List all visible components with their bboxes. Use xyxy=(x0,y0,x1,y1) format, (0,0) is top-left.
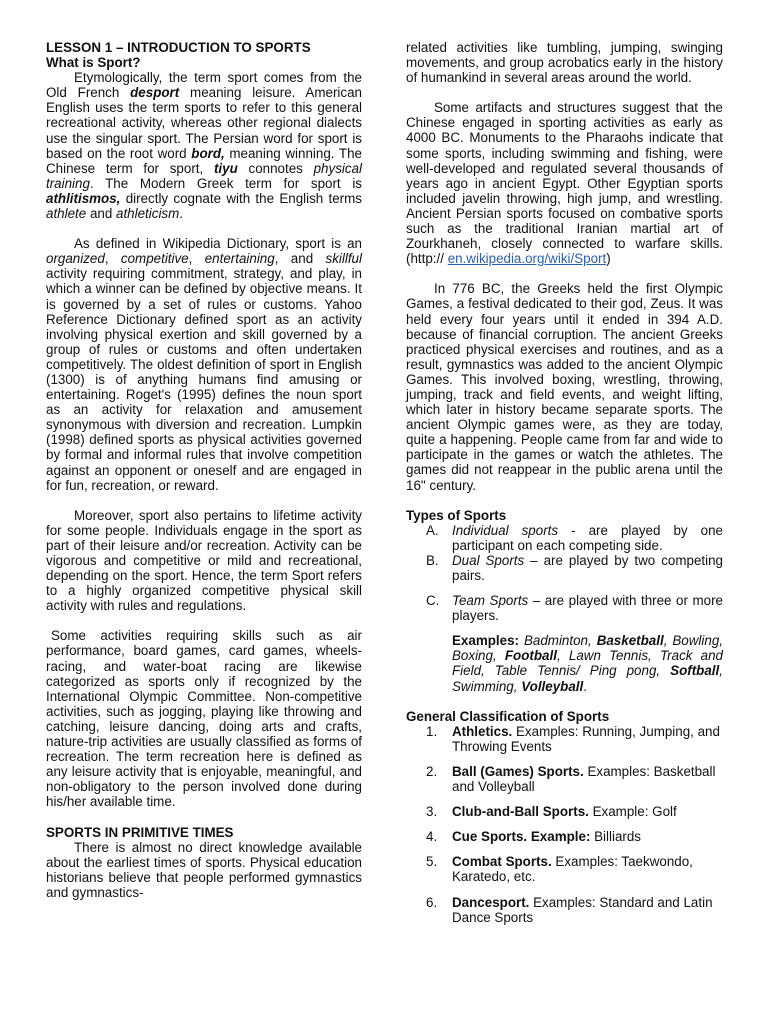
wikipedia-link[interactable]: en.wikipedia.org/wiki/Sport xyxy=(447,251,607,267)
list-item: B. Dual Sports – are played by two competing pairs. xyxy=(426,552,723,583)
sports-examples: Examples: Badminton, Basketball, Bowling, Boxing, Football, Lawn Tennis, Track and Field, Table Tennis/ Ping pong, Softball, Swimming, Volleyball. xyxy=(452,633,723,694)
paragraph-lifetime-activity: Moreover, sport also pertains to lifetime activity for some people. Individuals engage in the sport as part of their leisure and/or recreation. Activity can be vigorous and competitive or mild and recreational, depending on the sport. Hence, the term Sport refers to a highly organized competitive physical skill activity with rules and regulations. xyxy=(46,507,362,614)
list-item: C. Team Sports – are played with three or more players. xyxy=(426,593,723,624)
section-heading-primitive-times: SPORTS IN PRIMITIVE TIMES xyxy=(46,824,234,840)
paragraph-definitions: As defined in Wikipedia Dictionary, sport is an organized, competitive, entertaining, and skillful activity requiring commitment, strategy, and play, in which a winner can be defined by objective means. It is governed by a set of rules or customs. Yahoo Reference Dictionary defined sport as an activity involving physical exertion and skill governed by a group of rules or customs and often undertaken competitively. The oldest definition of sport in English (1300) is of anything humans find amusing or entertaining. Roget's (1995) defines the noun sport as an activity for relaxation and amusement synonymous with diversion and recreation. Lumpkin (1998) defined sports as physical activities governed by formal and informal rules that involve competition against an opponent or oneself and are engaged in for fun, recreation, or reward. xyxy=(46,236,362,493)
section-heading-classification: General Classification of Sports xyxy=(406,708,610,724)
list-item: 3. Club-and-Ball Sports. Example: Golf xyxy=(426,804,677,820)
left-column xyxy=(46,40,362,900)
paragraph-recreation: Some activities requiring skills such as air performance, board games, card games, wheels-racing, and water-boat racing are likewise categorized as sports only if recognized by the International Olympic Committee. Non-competitive activities, such as jogging, playing like throwing and catching, leisure dancing, doing arts and crafts, nature-trip activities are usually classified as forms of recreation. The term recreation here is defined as any leisure activity that is enjoyable, meaningful, and non-obligatory to the person involved done during his/her available time. xyxy=(46,628,362,810)
section-heading-what-is-sport: What is Sport? xyxy=(46,55,141,71)
list-item: 5. Combat Sports. Examples: Taekwondo, Karatedo, etc. xyxy=(426,854,693,885)
paragraph-olympic-games: In 776 BC, the Greeks held the first Olympic Games, a festival dedicated to their god, Zeus. It was held every four years until it ended in 394 A.D. because of financial corruption. The ancient Greeks practiced physical exercises and routines, and as a result, gymnastics was added to the ancient Olympic Games. This involved boxing, wrestling, throwing, jumping, track and field events, and weight lifting, which later in history became separate sports. The ancient Olympic games were, as they are today, quite a happening. People came from far and wide to participate in the games or watch the athletes. The games did not reappear in the public arena until the 16" century. xyxy=(406,281,723,493)
list-item: 2. Ball (Games) Sports. Examples: Basketball and Volleyball xyxy=(426,763,716,795)
paragraph-related-activities: related activities like tumbling, jumping, swinging movements, and group acrobatics early in the history of humankind in several areas around the world. xyxy=(406,40,723,86)
list-item: 1. Athletics. Examples: Running, Jumping, and Throwing Events xyxy=(426,723,720,754)
right-column xyxy=(406,40,723,925)
section-heading-types-of-sports: Types of Sports xyxy=(406,507,507,523)
list-item: A. Individual sports - are played by one participant on each competing side. xyxy=(426,522,723,553)
paragraph-primitive-times: There is almost no direct knowledge available about the earliest times of sports. Physical education historians believe that people performed gymnastics and gymnastics- xyxy=(46,839,362,900)
list-item: 4. Cue Sports. Example: Billiards xyxy=(426,829,642,845)
lesson-title: LESSON 1 – INTRODUCTION TO SPORTS xyxy=(46,40,311,55)
paragraph-ancient-sports: Some artifacts and structures suggest that the Chinese engaged in sporting activities as early as 4000 BC. Monuments to the Pharaohs indicate that some sports, including swimming and fishing, were well-developed and regulated several thousands of years ago in ancient Egypt. Other Egyptian sports included javelin throwing, high jump, and wrestling. Ancient Persian sports focused on combative sports such as the traditional Iranian martial art of Zourkhaneh, closely connected to warfare skills. (http:// en.wikipedia.org/wiki/Sport) xyxy=(406,100,723,267)
paragraph-etymology: Etymologically, the term sport comes from the Old French desport meaning leisure. American English uses the term sports to refer to this general recreational activity, whereas other regional dialects use the singular sport. The Persian word for sport is based on the root word bord, meaning winning. The Chinese term for sport, tiyu connotes physical training. The Modern Greek term for sport is athlitismos, directly cognate with the English terms athlete and athleticism. xyxy=(46,70,362,222)
list-item: 6. Dancesport. Examples: Standard and Latin Dance Sports xyxy=(426,894,713,925)
